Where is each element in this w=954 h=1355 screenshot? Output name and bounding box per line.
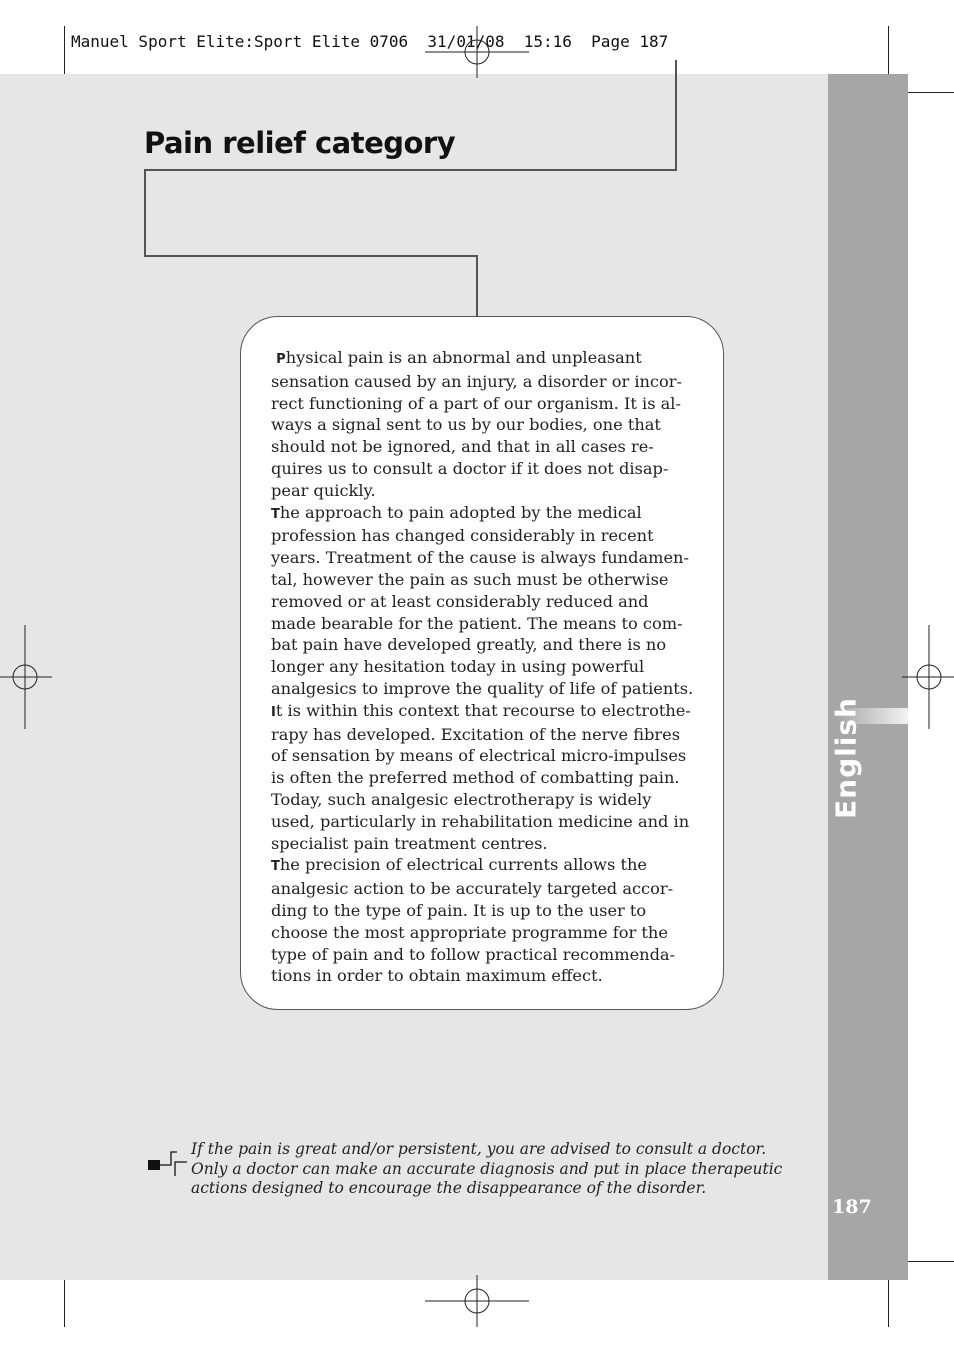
body-text-box [240, 316, 724, 1010]
paragraph-text: he approach to pain adopted by the medical profession has changed considerably in recent years. Treatment of the cause is always fundamen-tal, however the pain as such must be otherwise removed or at least considerably reduced and made bearable for the patient. The means to com-bat pain have developed greatly, and there is no longer any hesitation today in using powerful analgesics to improve the quality of life of patients. [271, 502, 694, 698]
paragraph-initial: P [276, 352, 286, 367]
body-paragraph [271, 700, 695, 855]
page-title: Pain relief category [144, 126, 456, 160]
body-paragraph [271, 347, 695, 502]
paragraph-initial: T [271, 859, 280, 875]
paragraph-initial: T [271, 506, 280, 522]
paragraph-text: hysical pain is an abnormal and unpleasant sensation caused by an injury, a disorder or incor-rect functioning of a part of our organism. It is al-ways a signal sent to us by our bodies, one that should not be ignored, and that in all cases re-quires us to consult a doctor if it does not disap-pear quickly. [271, 348, 682, 500]
language-tab-label: English [829, 697, 863, 819]
body-paragraph [271, 854, 695, 987]
paragraph-text: t is within this context that recourse to electrothe-rapy has developed. Excitation of the nerve fibres of sensation by means of electrical micro-impulses is often the preferred method of combatting pain. Today, such analgesic electrotherapy is widely used, particularly in rehabilitation medicine and in specialist pain treatment centres. [271, 700, 691, 853]
paragraph-initial: I [271, 704, 276, 720]
paragraph-text: he precision of electrical currents allows the analgesic action to be accurately targeted accor-ding to the type of pain. It is up to the user to choose the most appropriate programme for the type of pain and to follow practical recommenda-tions in order to obtain maximum effect. [271, 855, 676, 986]
advice-note-text: If the pain is great and/or persistent, you are advised to consult a doctor. Only a doctor can make an accurate diagnosis and put in place therapeutic actions designed to encourage the disappearance of the disorder. [191, 1140, 783, 1197]
advice-note [147, 1140, 787, 1199]
pulse-signal-icon [147, 1151, 187, 1183]
body-paragraph [271, 502, 695, 700]
page-number: 187 [832, 1196, 872, 1218]
printer-slug-line: Manuel Sport Elite:Sport Elite 0706 31/01/08 15:16 Page 187 [71, 32, 669, 51]
